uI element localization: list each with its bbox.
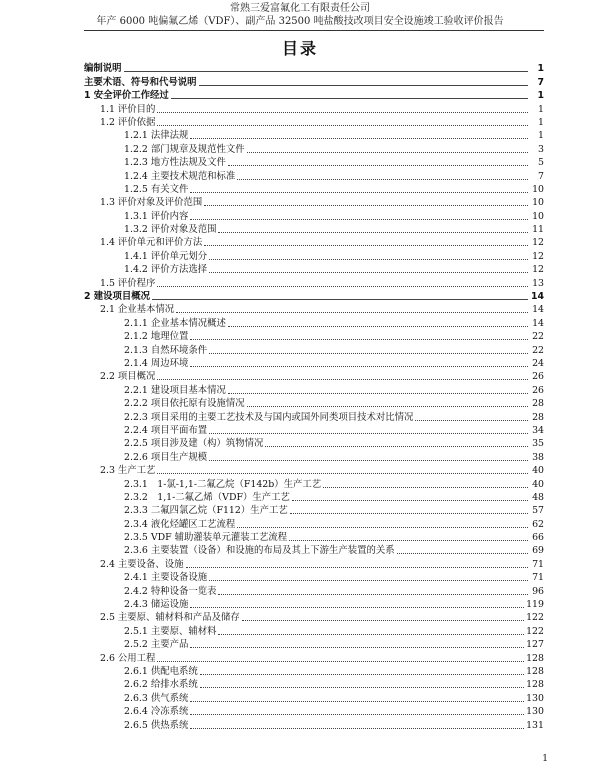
toc-leader-dots xyxy=(157,112,528,113)
toc-leader-dots xyxy=(247,406,528,407)
toc-leader-dots xyxy=(171,98,528,99)
toc-entry-page: 26 xyxy=(532,384,544,396)
table-of-contents xyxy=(84,62,544,732)
toc-entry-page: 34 xyxy=(532,424,544,436)
toc-leader-dots xyxy=(157,125,528,126)
toc-entry-page: 122 xyxy=(526,612,544,624)
toc-entry-page: 96 xyxy=(532,585,544,597)
toc-entry-label: 2.6.5 供热系统 xyxy=(124,719,189,731)
toc-entry-label: 2.2.6 项目生产规模 xyxy=(124,451,208,463)
toc-leader-dots xyxy=(157,286,528,287)
toc-leader-dots xyxy=(157,473,528,474)
toc-entry-label: 1.2.4 主要技术规范和标准 xyxy=(124,170,236,182)
toc-entry-page: 5 xyxy=(538,157,544,169)
toc-leader-dots xyxy=(209,272,528,273)
toc-entry-page: 40 xyxy=(532,478,544,490)
toc-entry-page: 62 xyxy=(532,518,544,530)
toc-entry[interactable] xyxy=(84,236,544,249)
toc-title: 目录 xyxy=(281,39,318,58)
toc-entry-label: 1.2 评价依据 xyxy=(100,116,156,128)
toc-leader-dots xyxy=(218,232,528,233)
toc-entry[interactable] xyxy=(84,142,544,155)
toc-leader-dots xyxy=(190,647,524,648)
toc-leader-dots xyxy=(265,446,528,447)
toc-entry[interactable] xyxy=(84,464,544,477)
toc-entry[interactable] xyxy=(84,397,544,410)
toc-entry-page: 12 xyxy=(532,250,544,262)
toc-entry[interactable] xyxy=(84,584,544,597)
toc-leader-dots xyxy=(292,500,528,501)
header-project-title: 年产 6000 吨偏氟乙烯（VDF）、副产品 32500 吨盐酸技改项目安全设施竣工验收评价报告 xyxy=(96,16,504,27)
toc-entry-label: 1.5 评价程序 xyxy=(100,277,156,289)
toc-entry-label: 1.3.1 评价内容 xyxy=(124,210,189,222)
toc-leader-dots xyxy=(290,513,528,514)
toc-entry-label: 1.4.1 评价单元划分 xyxy=(124,250,208,262)
toc-entry-label: 2.1.3 自然环境条件 xyxy=(124,344,208,356)
toc-entry[interactable] xyxy=(84,410,544,423)
toc-entry[interactable] xyxy=(84,276,544,289)
toc-entry-label: 2.2.3 项目采用的主要工艺技术及与国内或国外同类项目技术对比情况 xyxy=(124,411,414,423)
toc-entry-page: 24 xyxy=(532,357,544,369)
toc-leader-dots xyxy=(228,165,528,166)
toc-leader-dots xyxy=(289,540,528,541)
toc-entry-label: 2.3.6 主要装置（设备）和设施的布局及其上下游生产装置的关系 xyxy=(124,545,395,557)
toc-leader-dots xyxy=(209,259,528,260)
toc-entry-page: 10 xyxy=(532,210,544,222)
toc-leader-dots xyxy=(323,487,528,488)
toc-leader-dots xyxy=(190,192,528,193)
toc-entry-page: 1 xyxy=(537,63,544,75)
toc-leader-dots xyxy=(204,205,528,206)
toc-entry-label: 2.1 企业基本情况 xyxy=(100,304,175,316)
toc-leader-dots xyxy=(247,152,528,153)
toc-entry[interactable] xyxy=(84,209,544,222)
toc-entry-page: 66 xyxy=(532,532,544,544)
toc-entry-page: 7 xyxy=(538,170,544,182)
toc-entry-label: 1.3 评价对象及评价范围 xyxy=(100,197,203,209)
toc-entry-label: 主要术语、符号和代号说明 xyxy=(84,76,197,88)
toc-entry-label: 2 建设项目概况 xyxy=(84,291,151,303)
toc-entry[interactable] xyxy=(84,129,544,142)
toc-leader-dots xyxy=(190,366,528,367)
toc-entry[interactable] xyxy=(84,544,544,557)
toc-entry-label: 2.6.1 供配电系统 xyxy=(124,665,198,677)
toc-entry-label: 2.3.3 二氟四氯乙烷（F112）生产工艺 xyxy=(124,505,288,517)
toc-entry[interactable] xyxy=(84,316,544,329)
toc-entry[interactable] xyxy=(84,183,544,196)
toc-entry-page: 10 xyxy=(532,183,544,195)
toc-entry[interactable] xyxy=(84,651,544,664)
toc-entry[interactable] xyxy=(84,624,544,637)
toc-entry-page: 7 xyxy=(537,76,544,88)
toc-leader-dots xyxy=(190,339,528,340)
toc-entry[interactable] xyxy=(84,477,544,490)
toc-entry[interactable] xyxy=(84,156,544,169)
toc-entry[interactable] xyxy=(84,383,544,396)
toc-entry-page: 10 xyxy=(532,197,544,209)
toc-entry-page: 127 xyxy=(526,639,544,651)
toc-entry-page: 1 xyxy=(538,130,544,142)
toc-entry-label: 1.2.3 地方性法规及文件 xyxy=(124,157,226,169)
toc-entry-label: 2.3.5 VDF 辅助灌装单元灌装工艺流程 xyxy=(124,532,288,544)
toc-entry[interactable] xyxy=(84,102,544,115)
toc-entry-page: 1 xyxy=(538,116,544,128)
toc-leader-dots xyxy=(186,567,528,568)
toc-entry-label: 2.1.2 地理位置 xyxy=(124,331,189,343)
toc-entry[interactable] xyxy=(84,290,544,303)
toc-leader-dots xyxy=(242,620,524,621)
toc-entry-page: 26 xyxy=(532,371,544,383)
toc-entry[interactable] xyxy=(84,557,544,570)
toc-entry[interactable] xyxy=(84,330,544,343)
toc-entry-label: 2.1.1 企业基本情况概述 xyxy=(124,317,226,329)
page-number: 1 xyxy=(542,754,548,764)
toc-entry-label: 1.3.2 评价对象及范围 xyxy=(124,224,217,236)
toc-entry-label: 2.5 主要原、辅材料和产品及储存 xyxy=(100,612,240,624)
toc-entry-label: 2.2 项目概况 xyxy=(100,371,156,383)
toc-leader-dots xyxy=(209,353,528,354)
toc-leader-dots xyxy=(209,460,528,461)
running-header xyxy=(60,2,540,28)
toc-entry[interactable] xyxy=(84,249,544,262)
toc-entry-page: 12 xyxy=(532,264,544,276)
toc-entry-page: 14 xyxy=(532,304,544,316)
toc-entry-page: 1 xyxy=(537,90,544,102)
toc-entry-label: 1.1 评价目的 xyxy=(100,103,156,115)
toc-entry-page: 128 xyxy=(526,665,544,677)
toc-entry-label: 2.5.1 主要原、辅材料 xyxy=(124,625,217,637)
toc-entry[interactable] xyxy=(84,196,544,209)
toc-entry[interactable] xyxy=(84,571,544,584)
toc-entry-page: 13 xyxy=(532,277,544,289)
toc-entry[interactable] xyxy=(84,678,544,691)
toc-entry-page: 128 xyxy=(526,652,544,664)
toc-leader-dots xyxy=(209,433,528,434)
toc-entry[interactable] xyxy=(84,531,544,544)
toc-entry-page: 71 xyxy=(532,572,544,584)
toc-leader-dots xyxy=(218,594,528,595)
toc-leader-dots xyxy=(157,661,524,662)
toc-entry[interactable] xyxy=(84,691,544,704)
header-divider xyxy=(84,30,544,31)
toc-entry-page: 69 xyxy=(532,545,544,557)
toc-leader-dots xyxy=(200,674,524,675)
toc-entry[interactable] xyxy=(84,263,544,276)
toc-leader-dots xyxy=(415,420,528,421)
toc-entry-label: 2.2.5 项目涉及建（构）筑物情况 xyxy=(124,438,264,450)
toc-entry[interactable] xyxy=(84,598,544,611)
toc-entry-label: 2.5.2 主要产品 xyxy=(124,639,189,651)
toc-leader-dots xyxy=(228,326,528,327)
toc-leader-dots xyxy=(228,393,528,394)
toc-leader-dots xyxy=(397,553,528,554)
toc-entry-page: 122 xyxy=(526,625,544,637)
toc-entry-label: 1 安全评价工作经过 xyxy=(84,90,169,102)
toc-entry[interactable] xyxy=(84,638,544,651)
toc-entry[interactable] xyxy=(84,504,544,517)
toc-entry-label: 2.1.4 周边环境 xyxy=(124,357,189,369)
toc-entry-label: 2.3.2 1,1-二氟乙烯（VDF）生产工艺 xyxy=(124,491,290,503)
toc-entry-label: 1.2.5 有关文件 xyxy=(124,183,189,195)
toc-entry[interactable] xyxy=(84,517,544,530)
toc-entry-label: 1.2.1 法律法规 xyxy=(124,130,189,142)
toc-leader-dots xyxy=(237,179,528,180)
toc-entry-label: 2.6.2 给排水系统 xyxy=(124,679,198,691)
toc-entry-page: 40 xyxy=(532,465,544,477)
toc-entry-label: 1.4.2 评价方法选择 xyxy=(124,264,208,276)
toc-entry-page: 57 xyxy=(532,505,544,517)
header-company: 常熟三爱富氟化工有限责任公司 xyxy=(230,3,370,14)
toc-entry-label: 2.2.4 项目平面布置 xyxy=(124,424,208,436)
toc-entry-page: 3 xyxy=(538,143,544,155)
toc-entry-page: 14 xyxy=(532,317,544,329)
toc-entry[interactable] xyxy=(84,718,544,731)
toc-leader-dots xyxy=(200,687,524,688)
toc-leader-dots xyxy=(190,714,524,715)
toc-entry-label: 2.6.4 冷冻系统 xyxy=(124,706,189,718)
toc-entry[interactable] xyxy=(84,62,544,75)
toc-entry[interactable] xyxy=(84,665,544,678)
toc-entry-page: 12 xyxy=(532,237,544,249)
toc-entry-page: 71 xyxy=(532,558,544,570)
toc-entry-page: 22 xyxy=(532,344,544,356)
toc-entry-label: 2.4.2 特种设备一览表 xyxy=(124,585,217,597)
toc-entry-page: 35 xyxy=(532,438,544,450)
toc-entry-page: 14 xyxy=(530,291,544,303)
toc-entry-page: 22 xyxy=(532,331,544,343)
toc-leader-dots xyxy=(190,701,524,702)
toc-entry-page: 128 xyxy=(526,679,544,691)
toc-leader-dots xyxy=(190,607,524,608)
toc-entry[interactable] xyxy=(84,370,544,383)
toc-entry-page: 28 xyxy=(532,411,544,423)
toc-entry-page: 38 xyxy=(532,451,544,463)
toc-entry[interactable] xyxy=(84,450,544,463)
toc-entry-label: 2.2.1 建设项目基本情况 xyxy=(124,384,226,396)
toc-entry-label: 2.4.3 储运设施 xyxy=(124,599,189,611)
toc-leader-dots xyxy=(199,85,528,86)
toc-entry[interactable] xyxy=(84,223,544,236)
toc-entry[interactable] xyxy=(84,116,544,129)
toc-entry-label: 2.2.2 项目依托原有设施情况 xyxy=(124,398,245,410)
toc-entry-label: 1.2.2 部门规章及规范性文件 xyxy=(124,143,245,155)
toc-entry[interactable] xyxy=(84,75,544,88)
toc-entry[interactable] xyxy=(84,491,544,504)
toc-entry-page: 130 xyxy=(526,692,544,704)
toc-entry[interactable] xyxy=(84,611,544,624)
toc-leader-dots xyxy=(190,138,528,139)
toc-leader-dots xyxy=(237,527,528,528)
toc-entry-page: 130 xyxy=(526,706,544,718)
toc-entry[interactable] xyxy=(84,437,544,450)
toc-entry[interactable] xyxy=(84,424,544,437)
toc-leader-dots xyxy=(209,580,528,581)
toc-entry-label: 2.3.1 1-氯-1,1-二氟乙烷（F142b）生产工艺 xyxy=(124,478,322,490)
toc-entry-page: 119 xyxy=(526,599,544,611)
toc-entry-page: 1 xyxy=(538,103,544,115)
toc-leader-dots xyxy=(157,379,528,380)
toc-entry-page: 28 xyxy=(532,398,544,410)
toc-leader-dots xyxy=(176,312,528,313)
toc-entry[interactable] xyxy=(84,303,544,316)
toc-entry[interactable] xyxy=(84,169,544,182)
toc-entry-label: 2.3 生产工艺 xyxy=(100,465,156,477)
toc-leader-dots xyxy=(204,245,528,246)
toc-entry-page: 48 xyxy=(532,491,544,503)
toc-leader-dots xyxy=(190,728,524,729)
toc-entry[interactable] xyxy=(84,357,544,370)
toc-entry-label: 1.4 评价单元和评价方法 xyxy=(100,237,203,249)
toc-entry[interactable] xyxy=(84,705,544,718)
toc-entry-label: 2.3.4 液化烃罐区工艺流程 xyxy=(124,518,236,530)
toc-entry-label: 编制说明 xyxy=(84,63,122,75)
toc-entry-page: 11 xyxy=(532,224,544,236)
toc-leader-dots xyxy=(152,299,528,300)
toc-entry-label: 2.6.3 供气系统 xyxy=(124,692,189,704)
toc-leader-dots xyxy=(190,219,528,220)
toc-entry[interactable] xyxy=(84,343,544,356)
toc-entry-label: 2.6 公用工程 xyxy=(100,652,156,664)
toc-entry-label: 2.4 主要设备、设施 xyxy=(100,558,184,570)
toc-entry-label: 2.4.1 主要设备设施 xyxy=(124,572,208,584)
toc-leader-dots xyxy=(124,71,528,72)
toc-entry[interactable] xyxy=(84,89,544,102)
toc-leader-dots xyxy=(218,634,524,635)
toc-entry-page: 131 xyxy=(526,719,544,731)
